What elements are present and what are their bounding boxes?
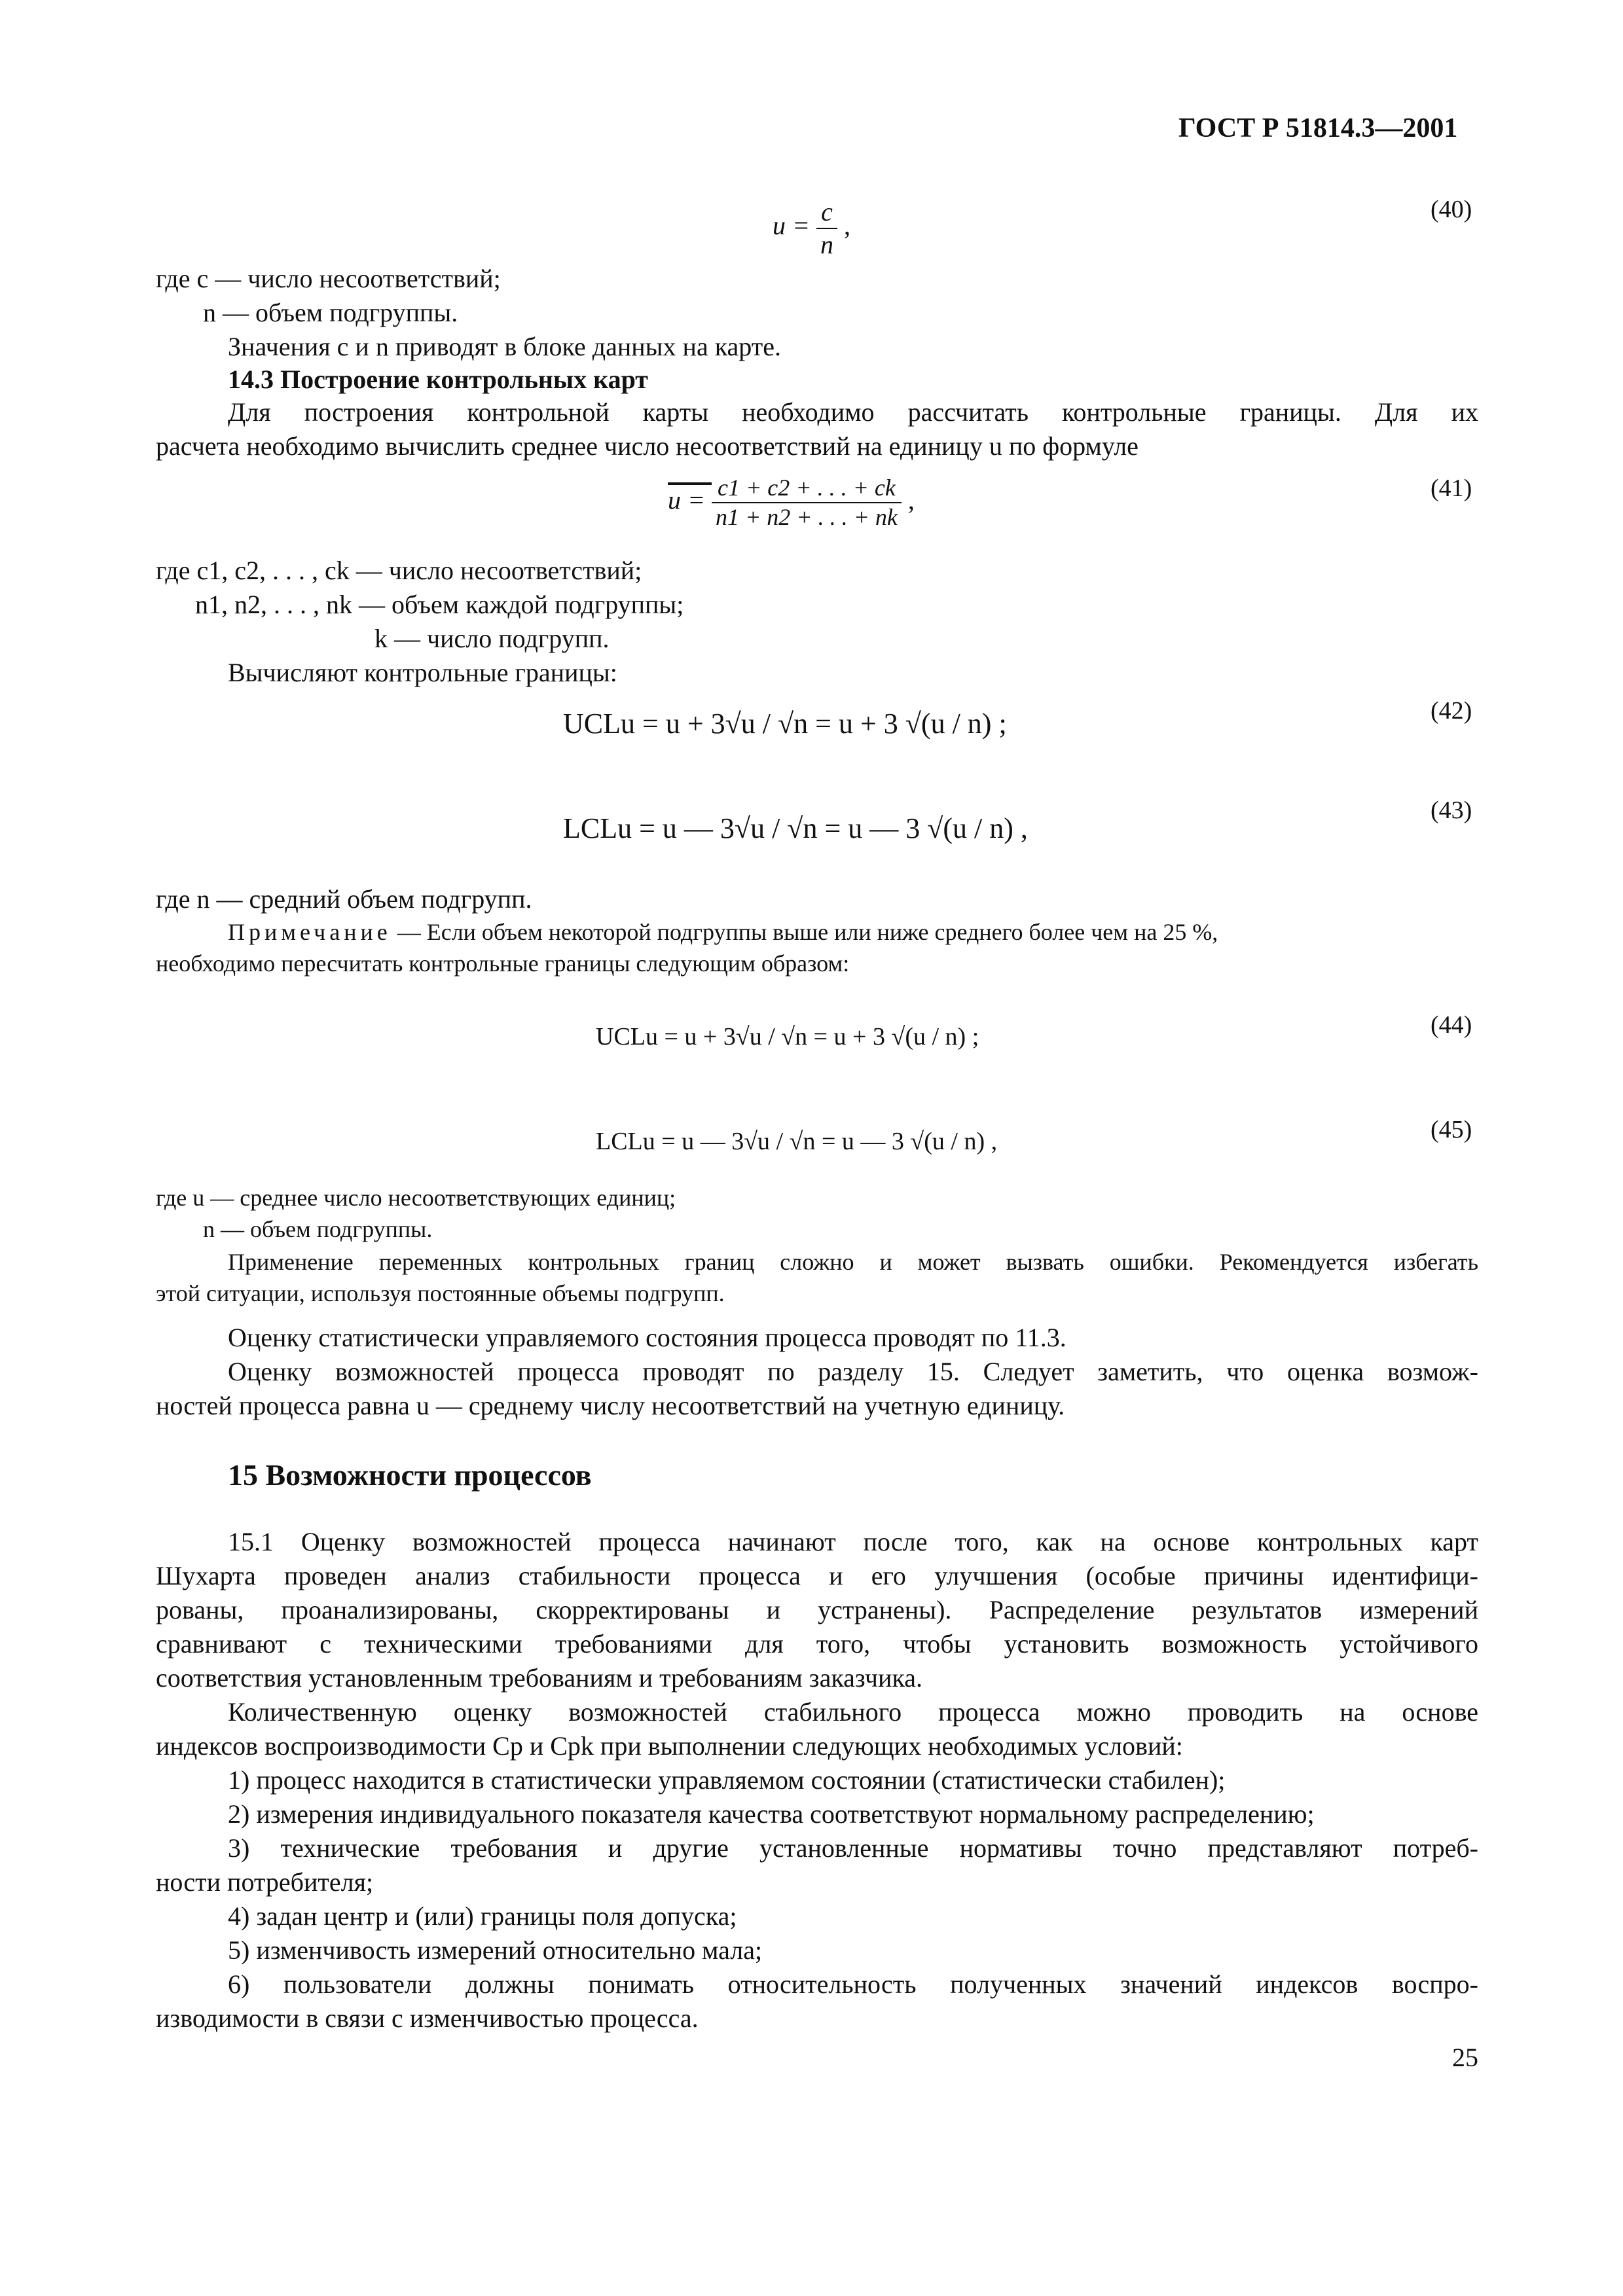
equation-40 [773,196,850,260]
sec143-para-line2: расчета необходимо вычислить среднее число несоответствий на единицу u по формуле [156,431,1139,461]
list-item-2: 2) измерения индивидуального показателя качества соответствуют нормальному распределению; [228,1799,1315,1829]
eq45-number: (45) [1431,1116,1472,1143]
para-2-line2: индексов воспроизводимости Cp и Cpk при выполнении следующих необходимых условий: [156,1731,1183,1761]
eq40-number: (40) [1431,196,1472,223]
eq40-lhs: u = [773,211,816,241]
section-15-title: 15 Возможности процессов [228,1458,592,1492]
eq40-fraction [816,196,837,260]
list-item-6-line1: 6) пользователи должны понимать относительность полученных значений индексов воспро- [228,1969,1478,1999]
eq43-number: (43) [1431,797,1472,824]
block2-line3: k — число подгрупп. [374,624,610,653]
list-item-6-line2: изводимости в связи с изменчивостью процесса. [156,2003,699,2033]
eq41-denominator: n1 + n2 + . . . + nk [716,504,898,531]
block2-line4: Вычисляют контрольные границы: [228,658,617,687]
block2-line2: n1, n2, . . . , nk — объем каждой подгруппы; [195,590,684,619]
eq41-numerator: c1 + c2 + . . . + ck [712,474,902,503]
eq41-number: (41) [1431,475,1472,502]
equation-41 [668,474,915,531]
eq41-lhs: u = [668,485,712,515]
note-text1: — Если объем некоторой подгруппы выше или ниже среднего более чем на 25 %, [397,919,1218,945]
block2-line1: где c1, c2, . . . , ck — число несоответствий; [156,556,642,585]
para-15-1-line2: Шухарта проведен анализ стабильности процесса и его улучшения (особые причины идентифици- [156,1561,1478,1590]
para-15-1-line5: соответствия установленным требованиям и требованиям заказчика. [156,1663,923,1693]
block4-line1: где u — среднее число несоответствующих единиц; [156,1185,676,1211]
eq41-tail: , [907,485,915,515]
equation-44: UCLu = u + 3√u / √n = u + 3 √(u / n) ; [596,1023,979,1050]
list-item-1: 1) процесс находится в статистически управляемом состоянии (статистически стабилен); [228,1765,1226,1795]
note-label: Примечание [228,919,392,945]
eq40-numerator: c [816,196,837,229]
eq42-number: (42) [1431,697,1472,725]
list-item-4: 4) задан центр и (или) границы поля допуска; [228,1901,737,1931]
equation-43: LCLu = u — 3√u / √n = u — 3 √(u / n) , [563,812,1028,844]
equation-42: UCLu = u + 3√u / √n = u + 3 √(u / n) ; [563,708,1007,740]
block4-line2: n — объем подгруппы. [203,1216,433,1242]
block1-line3: Значения c и n приводят в блоке данных на карте. [228,332,781,361]
eq44-number: (44) [1431,1011,1472,1039]
equation-45: LCLu = u — 3√u / √n = u — 3 √(u / n) , [596,1128,998,1155]
note-line2: необходимо пересчитать контрольные границы следующим образом: [156,950,850,977]
list-item-3-line2: ности потребителя; [156,1867,374,1897]
block1-line1: где c — число несоответствий; [156,264,501,293]
block4-line3: Применение переменных контрольных границ сложно и может вызвать ошибки. Рекомендуется избегать [228,1249,1478,1275]
para-15-1-line1: 15.1 Оценку возможностей процесса начинают после того, как на основе контрольных карт [228,1527,1478,1556]
note-line1 [228,916,1218,948]
eq41-fraction [712,474,902,531]
eq40-tail: , [844,211,850,241]
block5-line2: Оценку возможностей процесса проводят по разделу 15. Следует заметить, что оценка возмож- [228,1357,1478,1386]
para-15-1-line3: рованы, проанализированы, скорректированы и устранены). Распределение результатов измерений [156,1595,1478,1624]
list-item-5: 5) изменчивость измерений относительно мала; [228,1935,763,1965]
eq40-denominator: n [820,230,833,259]
para-15-1-line4: сравнивают с техническими требованиями для того, чтобы установить возможность устойчивого [156,1629,1478,1659]
block4-line4: этой ситуации, используя постоянные объемы подгрупп. [156,1280,725,1306]
page-number: 25 [1452,2043,1478,2072]
block1-line2: n — объем подгруппы. [203,298,458,327]
para-2-line1: Количественную оценку возможностей стабильного процесса можно проводить на основе [228,1697,1478,1727]
sec143-para-line1: Для построения контрольной карты необходимо рассчитать контрольные границы. Для их [228,397,1478,427]
standard-header: ГОСТ Р 51814.3—2001 [1178,113,1458,143]
block5-line1: Оценку статистически управляемого состояния процесса проводят по 11.3. [228,1323,1067,1352]
block3-line1: где n — средний объем подгрупп. [156,884,532,914]
section-14-3-title: 14.3 Построение контрольных карт [228,365,648,394]
list-item-3-line1: 3) технические требования и другие установленные нормативы точно представляют потреб- [228,1833,1478,1863]
block5-line3: ностей процесса равна u — среднему числу несоответствий на учетную единицу. [156,1391,1065,1420]
